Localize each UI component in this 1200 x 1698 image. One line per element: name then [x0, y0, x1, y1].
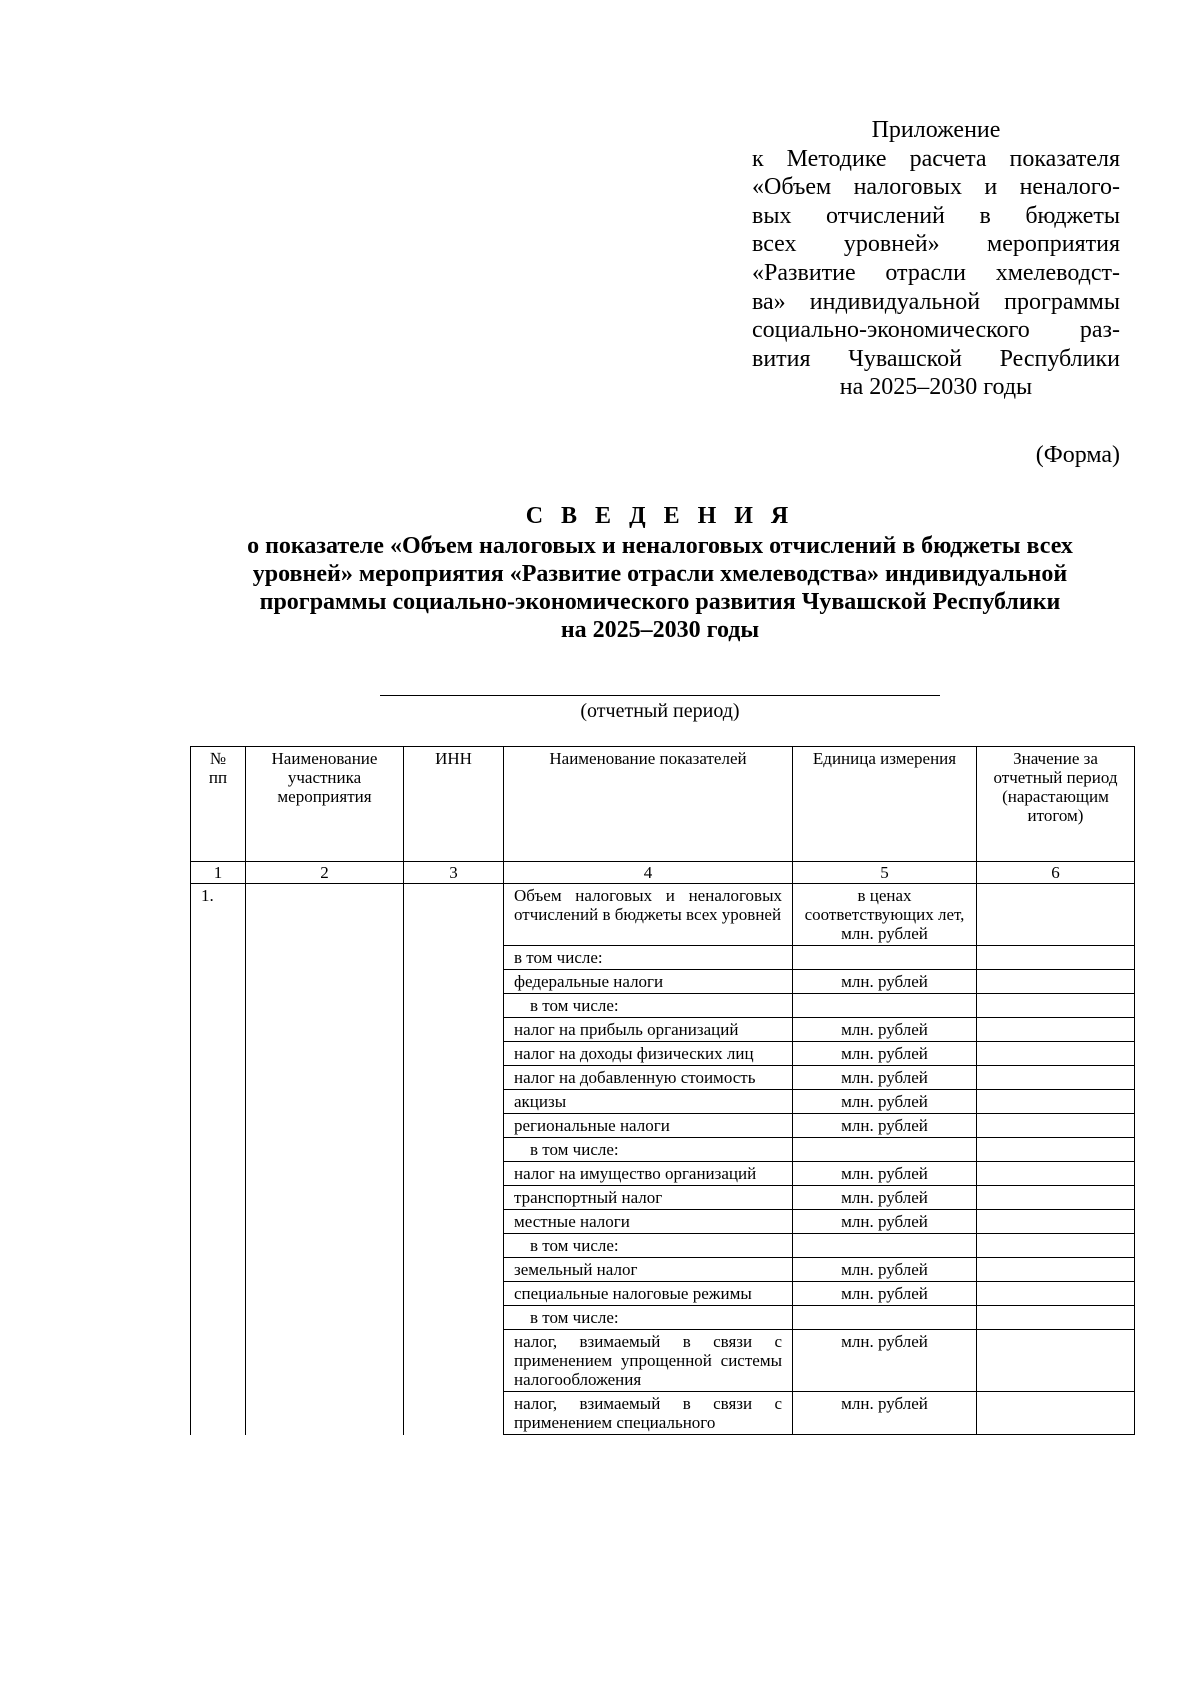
value-cell[interactable] [977, 994, 1135, 1018]
header-inn: ИНН [404, 747, 504, 862]
value-cell[interactable] [977, 1186, 1135, 1210]
unit-cell: млн. рублей [793, 1330, 977, 1392]
unit-cell: млн. рублей [793, 1042, 977, 1066]
unit-cell: в ценах соответствующих лет, млн. рублей [793, 884, 977, 946]
column-number: 4 [504, 862, 793, 884]
document-heading [190, 502, 1130, 644]
appendix-line: ва» индивидуальной программы [752, 288, 1120, 315]
appendix-line: к Методике расчета показателя [752, 145, 1120, 172]
value-cell[interactable] [977, 1090, 1135, 1114]
heading-line: программы социально-экономического развития Чувашской Республики [259, 589, 1061, 615]
table-row [191, 884, 1135, 946]
indicator-name: в том числе: [504, 1306, 793, 1330]
indicator-name: в том числе: [504, 946, 793, 970]
unit-cell: млн. рублей [793, 1018, 977, 1042]
period-label: (отчетный период) [580, 700, 740, 722]
indicator-name: в том числе: [504, 994, 793, 1018]
value-cell[interactable] [977, 946, 1135, 970]
value-cell[interactable] [977, 1138, 1135, 1162]
indicator-name: местные налоги [504, 1210, 793, 1234]
period-blank-line [380, 695, 940, 696]
appendix-line: «Объем налоговых и неналого- [752, 174, 1120, 201]
indicator-name: федеральные налоги [504, 970, 793, 994]
header-number: № пп [191, 747, 246, 862]
value-cell[interactable] [977, 1234, 1135, 1258]
unit-cell [793, 1234, 977, 1258]
form-label: (Форма) [1035, 442, 1120, 468]
indicator-name: налог на прибыль организаций [504, 1018, 793, 1042]
appendix-line: «Развитие отрасли хмелеводст- [752, 259, 1120, 286]
appendix-block [752, 116, 1120, 402]
unit-cell: млн. рублей [793, 1162, 977, 1186]
column-number: 6 [977, 862, 1135, 884]
value-cell[interactable] [977, 1066, 1135, 1090]
indicator-name: в том числе: [504, 1138, 793, 1162]
table-header-row [191, 747, 1135, 862]
column-number: 2 [246, 862, 404, 884]
indicator-name: Объем налоговых и неналоговых отчислений в бюджеты всех уровней [504, 884, 793, 946]
unit-cell [793, 1306, 977, 1330]
value-cell[interactable] [977, 1306, 1135, 1330]
appendix-line: социально-экономического раз- [752, 317, 1120, 344]
appendix-title: Приложение [871, 117, 1001, 143]
header-participant: Наименование участника мероприятия [246, 747, 404, 862]
value-cell[interactable] [977, 1282, 1135, 1306]
unit-cell: млн. рублей [793, 1258, 977, 1282]
unit-cell [793, 1138, 977, 1162]
indicator-name: специальные налоговые режимы [504, 1282, 793, 1306]
indicator-name: налог на имущество организаций [504, 1162, 793, 1186]
participant-cell [246, 884, 404, 1435]
value-cell[interactable] [977, 970, 1135, 994]
value-cell[interactable] [977, 1392, 1135, 1435]
column-number: 1 [191, 862, 246, 884]
appendix-line: вития Чувашской Республики [752, 345, 1120, 372]
indicator-name: налог на добавленную стоимость [504, 1066, 793, 1090]
row-number: 1. [191, 884, 246, 1435]
value-cell[interactable] [977, 884, 1135, 946]
unit-cell [793, 994, 977, 1018]
column-number: 5 [793, 862, 977, 884]
value-cell[interactable] [977, 1258, 1135, 1282]
header-unit: Единица измерения [793, 747, 977, 862]
indicator-name: региональные налоги [504, 1114, 793, 1138]
column-number: 3 [404, 862, 504, 884]
value-cell[interactable] [977, 1210, 1135, 1234]
unit-cell: млн. рублей [793, 1282, 977, 1306]
unit-cell: млн. рублей [793, 1186, 977, 1210]
indicator-name: налог, взимаемый в связи с применением специального [504, 1392, 793, 1435]
unit-cell: млн. рублей [793, 1114, 977, 1138]
unit-cell: млн. рублей [793, 1392, 977, 1435]
heading-title: С В Е Д Е Н И Я [525, 503, 795, 529]
heading-line: о показателе «Объем налоговых и неналоговых отчислений в бюджеты всех [247, 533, 1073, 559]
value-cell[interactable] [977, 1330, 1135, 1392]
unit-cell: млн. рублей [793, 1210, 977, 1234]
indicator-name: земельный налог [504, 1258, 793, 1282]
indicator-name: налог, взимаемый в связи с применением упрощенной системы налогообложения [504, 1330, 793, 1392]
indicator-table [190, 746, 1135, 1435]
appendix-line: на 2025–2030 годы [839, 374, 1033, 401]
indicator-name: транспортный налог [504, 1186, 793, 1210]
column-number-row [191, 862, 1135, 884]
unit-cell: млн. рублей [793, 970, 977, 994]
unit-cell [793, 946, 977, 970]
unit-cell: млн. рублей [793, 1066, 977, 1090]
unit-cell: млн. рублей [793, 1090, 977, 1114]
value-cell[interactable] [977, 1042, 1135, 1066]
heading-line: уровней» мероприятия «Развитие отрасли хмелеводства» индивидуальной [252, 561, 1068, 587]
inn-cell [404, 884, 504, 1435]
value-cell[interactable] [977, 1162, 1135, 1186]
value-cell[interactable] [977, 1114, 1135, 1138]
heading-line: на 2025–2030 годы [560, 617, 760, 643]
header-indicator: Наименование показателей [504, 747, 793, 862]
appendix-line: вых отчислений в бюджеты [752, 202, 1120, 229]
value-cell[interactable] [977, 1018, 1135, 1042]
indicator-name: налог на доходы физических лиц [504, 1042, 793, 1066]
indicator-name: в том числе: [504, 1234, 793, 1258]
indicator-name: акцизы [504, 1090, 793, 1114]
header-value: Значение за отчетный период (нарастающим итогом) [977, 747, 1135, 862]
appendix-line: всех уровней» мероприятия [752, 231, 1120, 258]
